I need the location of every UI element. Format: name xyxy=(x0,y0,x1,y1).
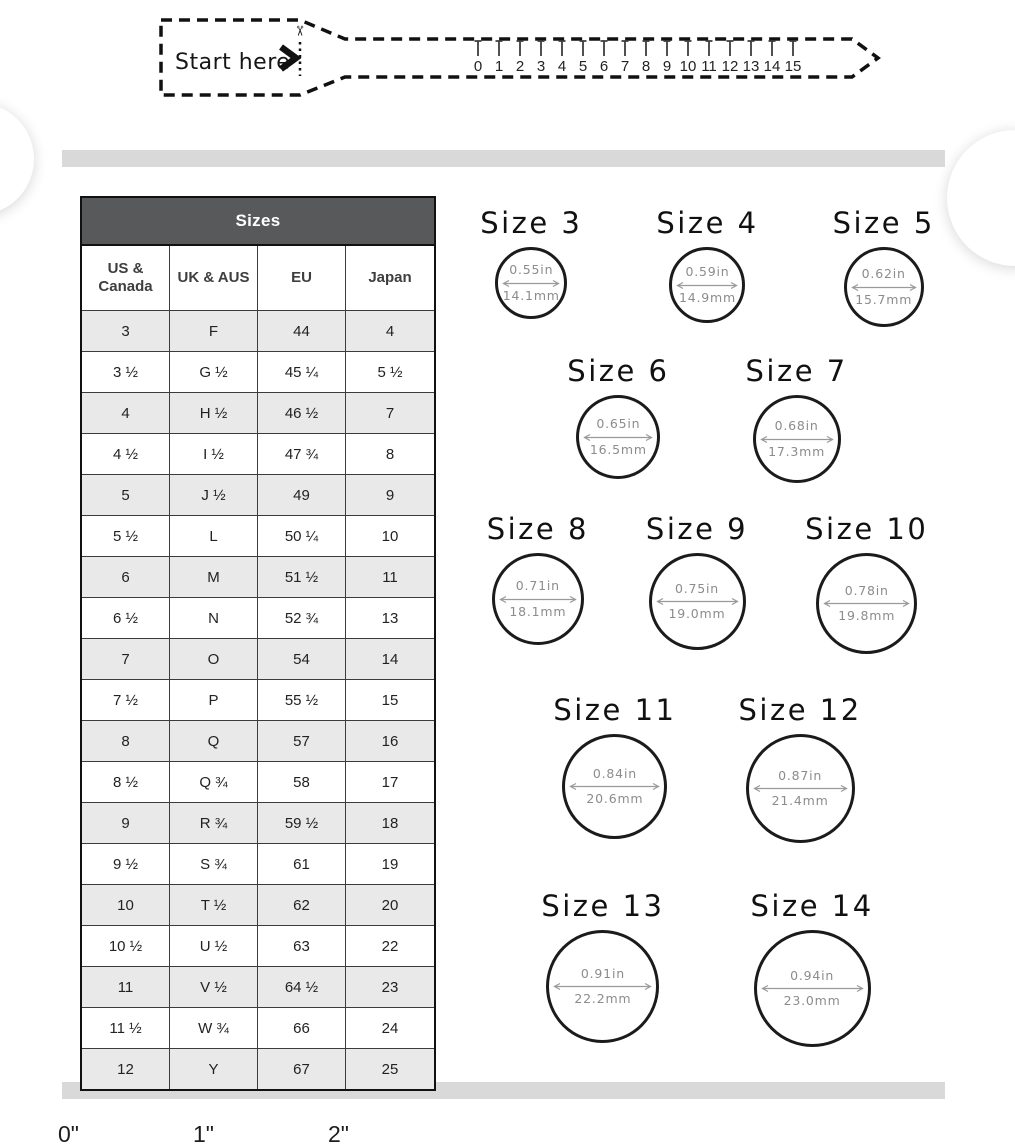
size-conversion-table xyxy=(80,196,436,1091)
table-cell: 66 xyxy=(258,1008,346,1048)
ring-circle xyxy=(669,247,745,323)
table-cell: 4 xyxy=(82,393,170,433)
table-cell: 20 xyxy=(381,896,399,914)
ring-diameter-inches: 0.59in xyxy=(685,264,730,280)
table-cell: 5 ½ xyxy=(377,363,403,381)
table-cell: 8 xyxy=(385,445,395,463)
ring-circles-panel xyxy=(455,0,960,1137)
left-edge-decoration xyxy=(0,103,34,215)
ring-row xyxy=(455,353,960,483)
ruler-number: 6 xyxy=(599,58,609,75)
ring-size-group xyxy=(739,692,862,843)
ruler-number: 10 xyxy=(679,58,697,75)
diameter-arrow-icon xyxy=(582,433,654,442)
ring-circle xyxy=(546,930,659,1043)
table-cell: F xyxy=(170,311,258,351)
scissors-icon: ✂ xyxy=(292,25,308,37)
table-row xyxy=(82,1049,434,1089)
ruler-number: 4 xyxy=(557,58,567,75)
ruler-number: 5 xyxy=(578,58,588,75)
table-cell: 11 xyxy=(382,568,398,586)
ring-diameter-inches: 0.55in xyxy=(509,262,554,278)
table-cell: 15 xyxy=(381,691,399,709)
table-cell: 4 xyxy=(385,322,395,340)
ring-diameter-mm: 22.2mm xyxy=(574,991,632,1006)
ring-size-title: Size 11 xyxy=(553,693,677,727)
table-cell: N xyxy=(170,598,258,638)
table-cell: 13 xyxy=(381,609,399,627)
table-cell: 8 ½ xyxy=(82,762,170,802)
table-cell: 57 xyxy=(258,721,346,761)
table-cell: 67 xyxy=(258,1049,346,1089)
ring-circle xyxy=(495,247,567,319)
table-row xyxy=(82,516,434,557)
ring-diameter-inches: 0.91in xyxy=(580,965,625,981)
table-cell: 19 xyxy=(381,855,399,873)
table-cell: 64 ½ xyxy=(258,967,346,1007)
table-cell: T ½ xyxy=(170,885,258,925)
ring-circle xyxy=(576,395,660,479)
ring-circle xyxy=(492,553,584,645)
ring-diameter-inches: 0.94in xyxy=(790,967,835,983)
ring-size-group xyxy=(480,205,582,319)
table-cell: 3 xyxy=(82,311,170,351)
ring-diameter-mm: 18.1mm xyxy=(509,603,567,619)
ring-size-title: Size 10 xyxy=(805,512,929,546)
column-header: UK & AUS xyxy=(170,246,258,310)
table-cell: H ½ xyxy=(170,393,258,433)
table-cell: 45 ¼ xyxy=(258,352,346,392)
column-header: US & Canada xyxy=(82,246,170,310)
table-column-headers xyxy=(82,246,434,311)
table-row xyxy=(82,844,434,885)
table-cell: 55 ½ xyxy=(258,680,346,720)
table-cell: 4 ½ xyxy=(82,434,170,474)
ring-size-title: Size 14 xyxy=(750,889,874,923)
table-cell: M xyxy=(170,557,258,597)
table-cell: 10 ½ xyxy=(82,926,170,966)
ring-size-group xyxy=(751,888,874,1047)
start-here-label: Start here xyxy=(175,50,291,75)
table-cell: Q xyxy=(170,721,258,761)
ring-size-title: Size 9 xyxy=(645,512,749,546)
table-row xyxy=(82,803,434,844)
diameter-arrow-icon xyxy=(498,595,578,604)
table-cell: 9 xyxy=(82,803,170,843)
ring-circle xyxy=(844,247,924,327)
ring-circle xyxy=(746,734,855,843)
ring-size-title: Size 5 xyxy=(832,206,935,240)
table-row xyxy=(82,967,434,1008)
table-cell: 25 xyxy=(381,1060,399,1078)
table-cell: 7 xyxy=(385,404,395,422)
ring-size-title: Size 12 xyxy=(738,693,862,727)
table-cell: 6 xyxy=(82,557,170,597)
diameter-arrow-icon xyxy=(501,279,561,288)
table-cell: Y xyxy=(170,1049,258,1089)
ring-diameter-mm: 21.4mm xyxy=(771,793,829,808)
table-cell: 54 xyxy=(258,639,346,679)
ring-diameter-inches: 0.62in xyxy=(861,266,906,282)
ruler-number: 2 xyxy=(515,58,525,75)
table-cell: 10 xyxy=(82,885,170,925)
table-title: Sizes xyxy=(82,198,434,246)
diameter-arrow-icon xyxy=(568,782,661,791)
table-cell: Q ¾ xyxy=(170,762,258,802)
ring-size-group xyxy=(656,205,758,323)
table-cell: 22 xyxy=(381,937,399,955)
ring-row xyxy=(455,511,960,654)
table-cell: 59 ½ xyxy=(258,803,346,843)
ring-row xyxy=(455,888,960,1047)
table-cell: 9 ½ xyxy=(82,844,170,884)
table-row xyxy=(82,721,434,762)
table-cell: 24 xyxy=(381,1019,399,1037)
ring-diameter-inches: 0.65in xyxy=(596,416,641,432)
table-row xyxy=(82,557,434,598)
table-cell: 7 ½ xyxy=(82,680,170,720)
table-cell: 63 xyxy=(258,926,346,966)
ruler-number: 9 xyxy=(662,58,672,75)
table-cell: 52 ¾ xyxy=(258,598,346,638)
table-cell: 51 ½ xyxy=(258,557,346,597)
ring-diameter-inches: 0.71in xyxy=(515,578,560,594)
ring-size-group xyxy=(553,692,676,839)
ring-diameter-mm: 20.6mm xyxy=(586,791,644,806)
diameter-arrow-icon xyxy=(822,599,911,608)
table-cell: 8 xyxy=(82,721,170,761)
inch-ruler-label: 1" xyxy=(193,1121,214,1147)
column-header: EU xyxy=(258,246,346,310)
table-row xyxy=(82,352,434,393)
table-row xyxy=(82,926,434,967)
table-cell: O xyxy=(170,639,258,679)
diameter-arrow-icon xyxy=(552,982,653,991)
ring-diameter-mm: 15.7mm xyxy=(855,291,913,307)
ring-size-group xyxy=(646,511,748,650)
ring-size-group xyxy=(746,353,848,483)
ring-diameter-mm: 19.8mm xyxy=(838,608,896,623)
table-cell: 9 xyxy=(385,486,395,504)
size-table-body xyxy=(82,311,434,1089)
ring-diameter-mm: 14.1mm xyxy=(502,287,560,303)
ring-size-title: Size 8 xyxy=(486,512,589,546)
ruler-number: 12 xyxy=(721,58,739,75)
diameter-arrow-icon xyxy=(752,784,849,793)
ring-diameter-inches: 0.78in xyxy=(844,582,889,598)
table-cell: 17 xyxy=(381,773,399,791)
table-cell: 62 xyxy=(258,885,346,925)
ruler-number: 13 xyxy=(742,58,760,75)
table-cell: R ¾ xyxy=(170,803,258,843)
table-row xyxy=(82,434,434,475)
table-cell: L xyxy=(170,516,258,556)
ruler-number: 11 xyxy=(701,58,717,75)
ring-circle xyxy=(816,553,917,654)
ring-row xyxy=(455,205,960,327)
table-row xyxy=(82,598,434,639)
ring-diameter-inches: 0.68in xyxy=(774,418,819,434)
table-cell: 49 xyxy=(258,475,346,515)
ring-circle xyxy=(649,553,746,650)
table-cell: S ¾ xyxy=(170,844,258,884)
table-cell: 23 xyxy=(381,978,399,996)
table-row xyxy=(82,639,434,680)
table-cell: 16 xyxy=(381,732,399,750)
ring-diameter-inches: 0.87in xyxy=(778,767,823,783)
table-row xyxy=(82,1008,434,1049)
table-cell: W ¾ xyxy=(170,1008,258,1048)
ring-row xyxy=(455,692,960,843)
ring-size-title: Size 13 xyxy=(541,889,665,923)
ring-circle xyxy=(562,734,667,839)
table-cell: 50 ¼ xyxy=(258,516,346,556)
table-row xyxy=(82,311,434,352)
table-cell: 14 xyxy=(381,650,399,668)
ring-diameter-mm: 19.0mm xyxy=(668,606,726,621)
ring-diameter-mm: 23.0mm xyxy=(783,993,841,1008)
table-cell: 11 ½ xyxy=(82,1008,170,1048)
ruler-number: 7 xyxy=(620,58,630,75)
table-cell: 5 ½ xyxy=(82,516,170,556)
diameter-arrow-icon xyxy=(675,281,739,290)
ring-diameter-inches: 0.75in xyxy=(675,580,720,596)
diameter-arrow-icon xyxy=(655,597,740,606)
table-cell: 44 xyxy=(258,311,346,351)
ring-diameter-mm: 17.3mm xyxy=(768,443,826,459)
ring-size-group xyxy=(833,205,935,327)
table-cell: 5 xyxy=(82,475,170,515)
ruler-number: 3 xyxy=(536,58,546,75)
table-cell: 6 ½ xyxy=(82,598,170,638)
table-cell: 3 ½ xyxy=(82,352,170,392)
diameter-arrow-icon xyxy=(850,283,918,292)
ring-circle xyxy=(754,930,871,1047)
inch-ruler-label: 2" xyxy=(328,1121,349,1147)
table-row xyxy=(82,475,434,516)
ring-size-group xyxy=(567,353,669,479)
ring-size-group xyxy=(487,511,589,645)
ring-size-title: Size 7 xyxy=(745,354,848,388)
ring-circle xyxy=(753,395,841,483)
ring-diameter-mm: 16.5mm xyxy=(589,441,647,457)
ruler-number: 0 xyxy=(473,58,483,75)
ring-size-title: Size 3 xyxy=(480,206,583,240)
ruler-number: 15 xyxy=(784,58,802,75)
table-cell: 10 xyxy=(381,527,399,545)
table-cell: J ½ xyxy=(170,475,258,515)
table-cell: 46 ½ xyxy=(258,393,346,433)
ring-size-title: Size 4 xyxy=(656,206,759,240)
ring-diameter-inches: 0.84in xyxy=(592,765,637,781)
ruler-number: 1 xyxy=(494,58,504,75)
table-cell: I ½ xyxy=(170,434,258,474)
table-cell: 7 xyxy=(82,639,170,679)
table-cell: 47 ¾ xyxy=(258,434,346,474)
table-cell: 11 xyxy=(82,967,170,1007)
ring-size-group xyxy=(541,888,664,1043)
table-cell: 12 xyxy=(82,1049,170,1089)
table-cell: G ½ xyxy=(170,352,258,392)
table-row xyxy=(82,762,434,803)
ring-diameter-mm: 14.9mm xyxy=(678,289,736,305)
table-cell: U ½ xyxy=(170,926,258,966)
table-cell: 58 xyxy=(258,762,346,802)
table-row xyxy=(82,393,434,434)
ruler-number: 14 xyxy=(763,58,781,75)
column-header: Japan xyxy=(368,269,412,286)
table-cell: 61 xyxy=(258,844,346,884)
ring-size-group xyxy=(805,511,928,654)
ruler-number: 8 xyxy=(641,58,651,75)
ring-size-title: Size 6 xyxy=(567,354,670,388)
inch-ruler-label: 0" xyxy=(58,1121,79,1147)
table-cell: V ½ xyxy=(170,967,258,1007)
diameter-arrow-icon xyxy=(760,984,865,993)
diameter-arrow-icon xyxy=(759,435,835,444)
table-cell: P xyxy=(170,680,258,720)
table-row xyxy=(82,680,434,721)
table-row xyxy=(82,885,434,926)
table-cell: 18 xyxy=(381,814,399,832)
